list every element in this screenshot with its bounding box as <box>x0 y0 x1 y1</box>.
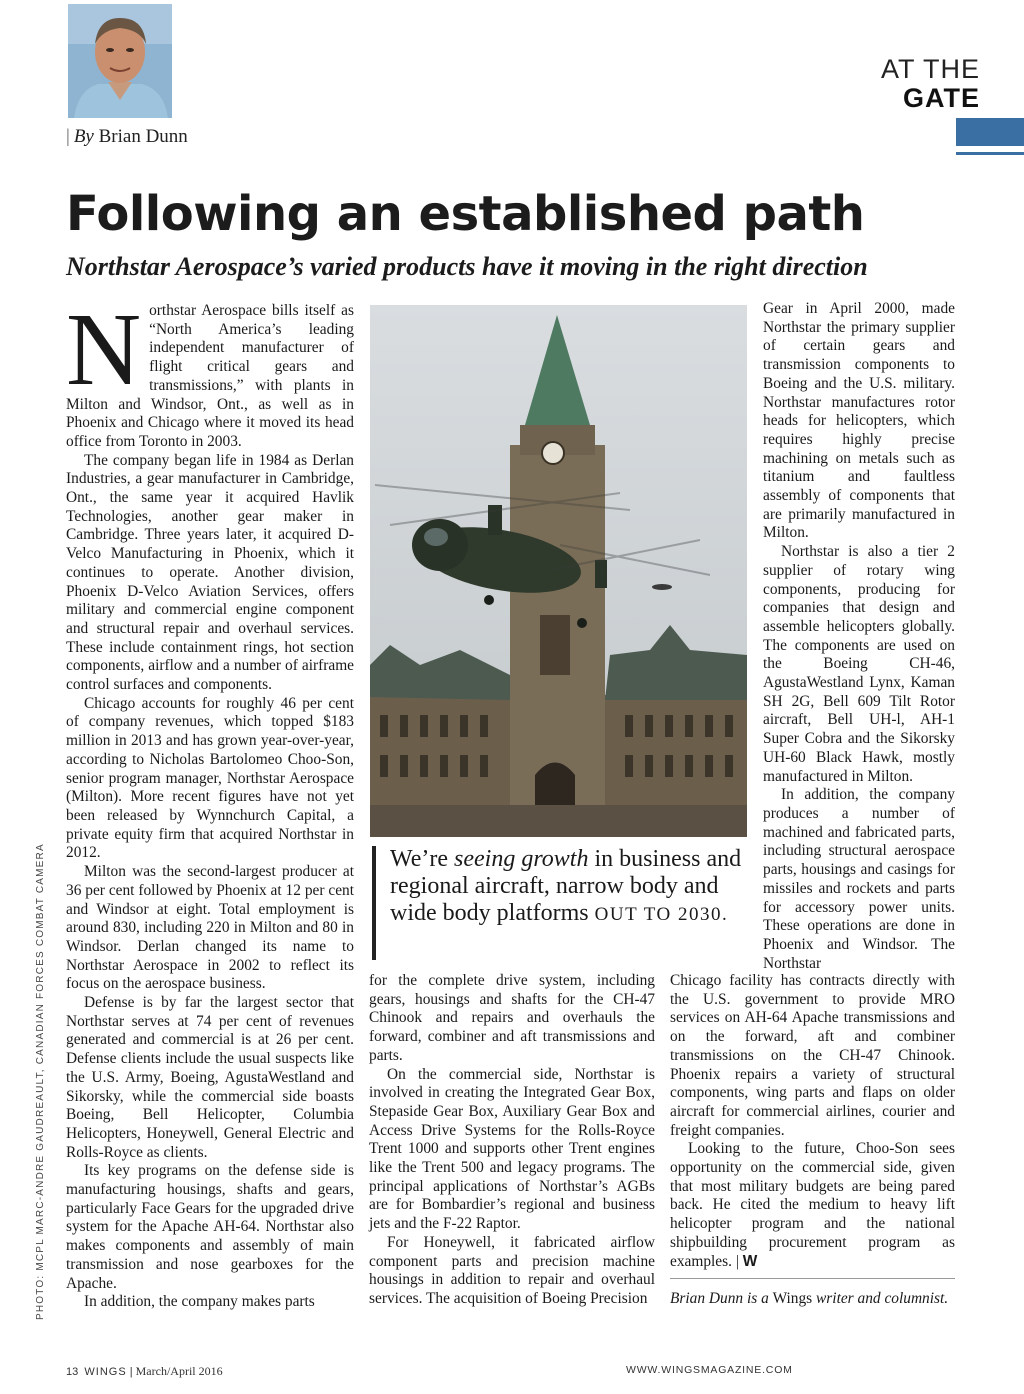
footer-url[interactable]: WWW.WINGSMAGAZINE.COM <box>626 1364 793 1376</box>
article-column-4 <box>670 972 955 1271</box>
headline: Following an established path <box>66 186 865 242</box>
dropcap: N <box>66 292 142 407</box>
article-column-3 <box>763 300 955 973</box>
paragraph: On the commercial side, Northstar is involved in creating the Integrated Gear Box, Stepaside Gear Box, Auxiliary Gear Box and Access Drive Systems for the Rolls-Royce Trent 1000 and supports other Trent engines like the Trent 500 and legacy programs. The principal applications of Northstar’s AGBs are for Bombardier’s regional and business jets and the F-22 Raptor. <box>369 1065 655 1233</box>
bio-divider <box>670 1278 955 1279</box>
paragraph: For Honeywell, it fabricated airflow component parts and precision machine housings in addition to repair and overhaul services. The acquisition of Boeing Precision <box>369 1233 655 1307</box>
paragraph: orthstar Aerospace bills itself as “North America’s leading independent manufacturer of flight critical gears and transmissions,” with plants in Milton and Windsor, Ont., as well as in Phoenix and Chicago where it moved its head office from Toronto in 2003. <box>66 302 354 450</box>
paragraph: for the complete drive system, including gears, housings and shafts for the CH-47 Chinook and repairs and overhauls the forward, combiner and aft transmissions and parts. <box>369 972 655 1064</box>
footer-magazine: WINGS <box>84 1366 127 1378</box>
paragraph: Milton was the second-largest producer at 36 per cent followed by Phoenix at 12 per cent and Windsor at eight. Total employment is around 830, including 220 in Milton and 80 in Windsor. Derlan changed its name to Northstar Aerospace in 2002 to reflect its focus on the aerospace business. <box>66 863 354 993</box>
page-number: 13 <box>66 1366 79 1378</box>
byline-divider: | <box>66 126 70 147</box>
paragraph: Its key programs on the defense side is manufacturing housings, shafts and gears, particularly Face Gears for the upgraded drive system for the Apache AH-64. Northstar also makes components and assembly of main transmission and nose gearboxes for the Apache. <box>66 1162 354 1292</box>
end-mark-w: W <box>742 1252 758 1270</box>
paragraph: In addition, the company makes parts <box>84 1293 315 1311</box>
pull-quote-smallcaps: OUT TO 2030. <box>594 904 729 925</box>
paragraph: In addition, the company produces a number of machined and fabricated parts, including structural aerospace parts, housings and casings for missiles and rockets and parts for accessory power units. These operations are done in Phoenix and Windsor. The Northstar <box>763 786 955 972</box>
pull-quote-emphasis: seeing growth <box>454 846 589 872</box>
paragraph-text: Looking to the future, Choo-Son sees opportunity on the commercial side, given that most military budgets are being pared back. He cited the medium to heavy lift helicopter program and the national shipbuilding procurement program as examples. <box>670 1140 955 1270</box>
section-label-line2: GATE <box>903 83 980 113</box>
footer-left: 13 WINGS | March/April 2016 <box>66 1364 223 1378</box>
paragraph: Gear in April 2000, made Northstar the primary supplier of certain gears and transmission components to Boeing and the U.S. military. Northstar manufactures rotor heads for helicopters, which requires highly precise machining on metals such as titanium and faultless assembly of components that are primarily manufactured in Milton. <box>763 300 955 542</box>
bio-text: writer and columnist. <box>812 1290 949 1307</box>
photo-credit: PHOTO: MCPL MARC-ANDRE GAUDREAULT, CANADIAN FORCES COMBAT CAMERA <box>35 843 46 1320</box>
paragraph: Chicago facility has contracts directly with the U.S. government to provide MRO services on AH-64 Apache transmissions and on the forward, aft and combiner transmissions on the CH-47 Chinook. Phoenix repairs a variety of structural components, wing parts and flaps on older aircraft for commercial airlines, courier and freight companies. <box>670 972 955 1139</box>
paragraph: The company began life in 1984 as Derlan Industries, a gear manufacturer in Cambridge, Ont., the same year it acquired Havlik Technologies, another gear maker in Cambridge. Three years later, it acquired D-Velco Manufacturing in Phoenix, which it continues to operate. Another division, Phoenix D-Velco Aviation Services, offers military and commercial engine component and structural repair and overhaul services. These include containment rings, hot section components, airflow and a number of airframe control surfaces and components. <box>66 451 354 694</box>
byline-name: Brian Dunn <box>98 126 188 147</box>
section-label-line1: AT THE <box>880 54 980 84</box>
article-photo <box>370 305 747 837</box>
article-column-1 <box>66 292 354 1312</box>
section-accent-rule <box>956 152 1024 155</box>
pull-quote-text: We’re <box>390 846 455 872</box>
bio-magazine: Wings <box>772 1290 813 1307</box>
deck: Northstar Aerospace’s varied products have it moving in the right direction <box>66 252 868 281</box>
paragraph: Looking to the future, Choo-Son sees opportunity on the commercial side, given that most military budgets are being pared back. He cited the medium to heavy lift helicopter program and the national shipbuilding procurement program as examples. | W <box>670 1140 955 1270</box>
footer-issue: March/April 2016 <box>135 1364 223 1378</box>
paragraph: Chicago accounts for roughly 46 per cent of company revenues, which topped $183 million in 2013 and has grown year-over-year, according to Nicholas Bartolomeo Choo-Son, senior program manager, Northstar Aerospace (Milton). More recent figures have not yet been released by Wynnchurch Capital, a private equity firm that acquired Northstar in 2012. <box>66 694 354 862</box>
pull-quote-text: in business and regional aircraft, narrow body and wide body platforms <box>390 846 742 926</box>
byline <box>66 126 188 148</box>
article-column-2 <box>369 972 655 1309</box>
paragraph: Defense is by far the largest sector that Northstar serves at 74 per cent of revenues generated and commercial is at 26 per cent. Defense clients include the usual suspects like the U.S. Army, Boeing, AgustaWestland and Sikorsky, while the commercial side boasts Boeing, Bell Helicopter, Columbia Helicopters, Honeywell, General Electric and Rolls-Royce as clients. <box>66 994 354 1161</box>
paragraph: Northstar is also a tier 2 supplier of rotary wing components, producing for companies that design and assemble helicopters globally. The components are used on the Boeing CH-46, AgustaWestland Lynx, Kaman SH 2G, Bell 609 Tilt Rotor aircraft, Bell UH-l, AH-1 Super Cobra and the Sikorsky UH-60 Black Hawk, mostly manufactured in Milton. <box>763 543 955 785</box>
pull-quote <box>372 846 742 960</box>
section-accent-bar <box>956 118 1024 146</box>
byline-prefix: By <box>73 126 94 147</box>
bio-text: Brian Dunn is a <box>670 1290 773 1307</box>
author-photo <box>68 4 172 118</box>
author-bio <box>670 1289 955 1308</box>
